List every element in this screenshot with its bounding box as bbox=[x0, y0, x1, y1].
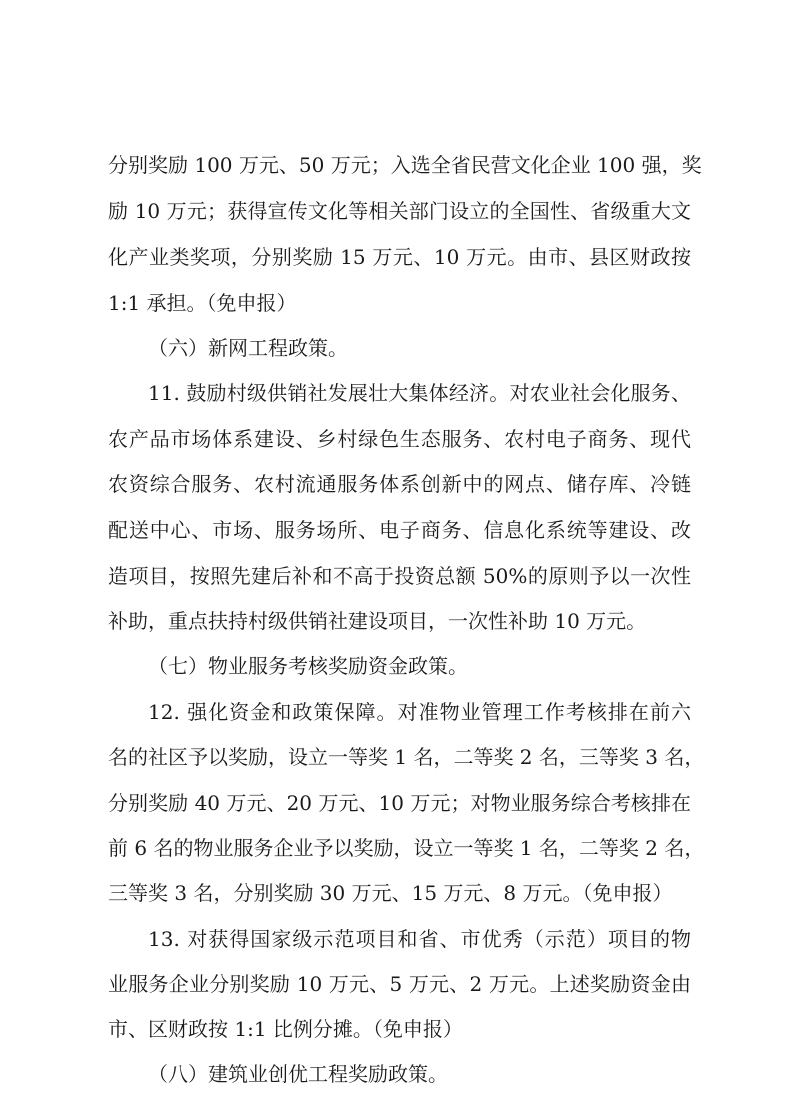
text-line: 化产业类奖项，分别奖励 15 万元、10 万元。由市、县区财政按 bbox=[108, 245, 691, 269]
text-line: 分别奖励 100 万元、50 万元；入选全省民营文化企业 100 强，奖 bbox=[108, 153, 702, 177]
text-line: 1:1 承担。（免申报） bbox=[108, 291, 297, 315]
text-line: 配送中心、市场、服务场所、电子商务、信息化系统等建设、改 bbox=[108, 518, 691, 542]
section-heading: （七）物业服务考核奖励资金政策。 bbox=[148, 654, 468, 678]
section-heading: （八）建筑业创优工程奖励政策。 bbox=[148, 1062, 448, 1086]
text-line: 三等奖 3 名，分别奖励 30 万元、15 万元、8 万元。（免申报） bbox=[108, 881, 673, 905]
text-line: 前 6 名的物业服务企业予以奖励，设立一等奖 1 名，二等奖 2 名， bbox=[108, 836, 705, 860]
text-line: 补助，重点扶持村级供销社建设项目，一次性补助 10 万元。 bbox=[108, 609, 647, 633]
text-line: 市、区财政按 1:1 比例分摊。（免申报） bbox=[108, 1017, 463, 1041]
text-line: 分别奖励 40 万元、20 万元、10 万元；对物业服务综合考核排在 bbox=[108, 791, 691, 815]
text-line: 13. 对获得国家级示范项目和省、市优秀（示范）项目的物 bbox=[148, 927, 691, 951]
text-line: 12. 强化资金和政策保障。对准物业管理工作考核排在前六 bbox=[148, 700, 691, 724]
text-line: 业服务企业分别奖励 10 万元、5 万元、2 万元。上述奖励资金由 bbox=[108, 972, 691, 996]
text-line: 11. 鼓励村级供销社发展壮大集体经济。对农业社会化服务、 bbox=[148, 381, 691, 405]
text-line: 农产品市场体系建设、乡村绿色生态服务、农村电子商务、现代 bbox=[108, 427, 691, 451]
text-line: 造项目，按照先建后补和不高于投资总额 50%的原则予以一次性 bbox=[108, 564, 691, 588]
section-heading: （六）新网工程政策。 bbox=[148, 336, 348, 360]
text-line: 励 10 万元；获得宣传文化等相关部门设立的全国性、省级重大文 bbox=[108, 199, 691, 223]
text-line: 农资综合服务、农村流通服务体系创新中的网点、储存库、冷链 bbox=[108, 472, 691, 496]
text-line: 名的社区予以奖励，设立一等奖 1 名，二等奖 2 名，三等奖 3 名， bbox=[108, 745, 705, 769]
